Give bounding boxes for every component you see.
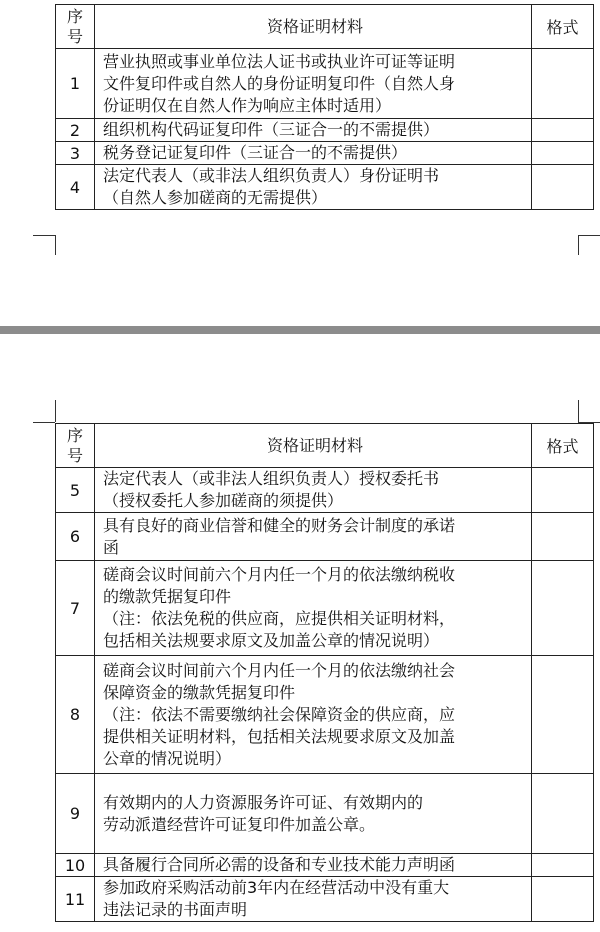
header-material: 资格证明材料 (95, 5, 532, 49)
row-format-cell (532, 119, 594, 142)
material-text-line: 磋商会议时间前六个月内任一个月的依法缴纳税收 (103, 565, 456, 584)
row-format-cell (532, 165, 594, 210)
row-format-cell (532, 877, 594, 922)
row-format-cell (532, 774, 594, 854)
crop-mark (578, 400, 579, 422)
material-text-line: 具有良好的商业信誉和健全的财务会计制度的承诺 (103, 515, 456, 535)
row-serial-number: 4 (56, 165, 95, 210)
material-text-line: 磋商会议时间前六个月内任一个月的依法缴纳社会 (103, 660, 456, 680)
material-text-line: 包括相关法规要求原文及加盖公章的情况说明） (103, 631, 440, 650)
row-material-description (95, 774, 532, 854)
material-text-line: 函 (103, 537, 120, 557)
header-format: 格式 (532, 5, 594, 49)
row-material-description (95, 877, 532, 922)
row-serial-number: 8 (56, 656, 95, 774)
row-serial-number: 3 (56, 142, 95, 165)
row-serial-number: 7 (56, 561, 95, 656)
row-format-cell (532, 513, 594, 561)
table-row (56, 165, 594, 210)
material-text-line: 保障资金的缴款凭据复印件 (103, 682, 296, 702)
qualification-table-part-2 (55, 423, 594, 922)
row-material-description (95, 119, 532, 142)
row-format-cell (532, 561, 594, 656)
row-material-description (95, 49, 532, 119)
page-separator (0, 326, 600, 334)
table-row (56, 561, 594, 656)
row-material-description (95, 165, 532, 210)
crop-mark (55, 400, 56, 422)
row-material-description (95, 656, 532, 774)
material-text-line: 违法记录的书面声明 (103, 900, 248, 919)
table-row (56, 656, 594, 774)
row-serial-number: 9 (56, 774, 95, 854)
material-text-line: 份证明仅在自然人作为响应主体时适用） (103, 95, 392, 115)
material-text-line: 劳动派遣经营许可证复印件加盖公章。 (103, 814, 376, 834)
qualification-table-part-1 (55, 4, 594, 210)
row-material-description (95, 468, 532, 513)
header-serial-number: 序 号 (56, 5, 95, 49)
material-text-line: （授权委托人参加磋商的须提供） (103, 491, 344, 510)
document-page-1 (0, 0, 600, 326)
row-serial-number: 5 (56, 468, 95, 513)
table-header-row (56, 424, 594, 468)
row-material-description (95, 561, 532, 656)
material-text-line: （自然人参加磋商的无需提供） (103, 188, 328, 207)
material-text-line: 组织机构代码证复印件（三证合一的不需提供） (103, 120, 440, 139)
header-format: 格式 (532, 424, 594, 468)
material-text-line: 有效期内的人力资源服务许可证、有效期内的 (103, 792, 424, 812)
material-text-line: 公章的情况说明） (103, 748, 232, 768)
material-text-line: （注：依法不需要缴纳社会保障资金的供应商，应 (103, 704, 456, 724)
crop-mark (55, 235, 56, 255)
row-format-cell (532, 142, 594, 165)
table-row (56, 49, 594, 119)
material-text-line: 具备履行合同所必需的设备和专业技术能力声明函 (103, 855, 456, 874)
row-serial-number: 6 (56, 513, 95, 561)
row-material-description (95, 142, 532, 165)
table-header-row (56, 5, 594, 49)
crop-mark (578, 235, 579, 255)
table-row (56, 119, 594, 142)
row-format-cell (532, 49, 594, 119)
table-row (56, 774, 594, 854)
row-serial-number: 11 (56, 877, 95, 922)
row-serial-number: 2 (56, 119, 95, 142)
row-material-description (95, 854, 532, 877)
row-material-description (95, 513, 532, 561)
material-text-line: 法定代表人（或非法人组织负责人）身份证明书 (103, 166, 440, 185)
row-serial-number: 1 (56, 49, 95, 119)
row-format-cell (532, 656, 594, 774)
table-row (56, 468, 594, 513)
material-text-line: 的缴款凭据复印件 (103, 587, 232, 606)
table-row (56, 142, 594, 165)
crop-mark (578, 235, 600, 236)
row-format-cell (532, 854, 594, 877)
row-serial-number: 10 (56, 854, 95, 877)
material-text-line: 营业执照或事业单位法人证书或执业许可证等证明 (103, 51, 456, 71)
table-row (56, 513, 594, 561)
crop-mark (33, 235, 55, 236)
table-row (56, 877, 594, 922)
material-text-line: 提供相关证明材料，包括相关法规要求原文及加盖 (103, 726, 456, 746)
crop-mark (33, 422, 55, 423)
row-format-cell (532, 468, 594, 513)
header-serial-number: 序 号 (56, 424, 95, 468)
material-text-line: 参加政府采购活动前3年内在经营活动中没有重大 (103, 878, 450, 897)
material-text-line: 法定代表人（或非法人组织负责人）授权委托书 (103, 469, 440, 488)
material-text-line: 文件复印件或自然人的身份证明复印件（自然人身 (103, 73, 456, 93)
document-page-2 (0, 334, 600, 932)
header-material: 资格证明材料 (95, 424, 532, 468)
table-row (56, 854, 594, 877)
material-text-line: （注：依法免税的供应商，应提供相关证明材料， (103, 609, 456, 628)
material-text-line: 税务登记证复印件（三证合一的不需提供） (103, 143, 408, 162)
